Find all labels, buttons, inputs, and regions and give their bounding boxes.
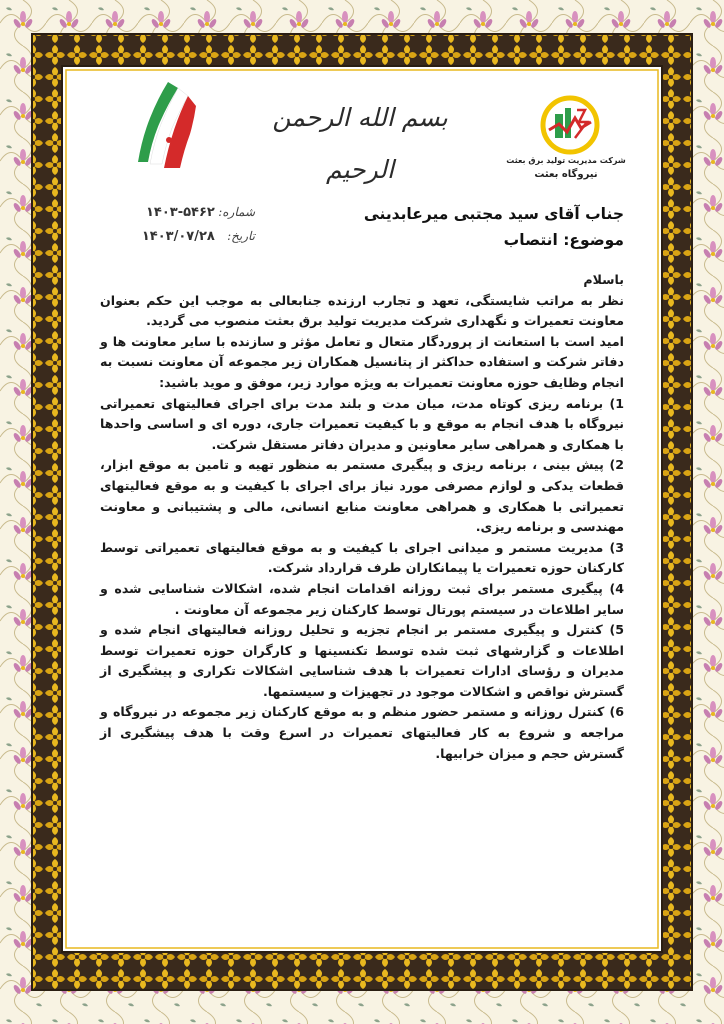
list-item-number: 3) [609,539,624,555]
recipient-line: جناب آقای سید مجتبی میرعابدینی [363,205,624,223]
date-label: تاریخ: [227,229,255,243]
list-item [100,620,624,702]
letter-number: ۱۴۰۳-۵۴۶۲ [145,205,215,220]
letter-date-row [125,224,255,248]
paragraph-duties-intro: امید است با استعانت از پروردگار متعال و تعامل مؤثر و سازنده با سایر معاونت ها و دفاتر شرکت و استفاده حداکثر از پتانسیل همکاران زیر مجموعه آن معاونت نسبت به انجام وظایف حوزه معاونت تعمیرات به ویژه موارد زیر، موفق و موید باشید: [100,333,624,390]
list-item-text: مدیریت مستمر و میدانی اجرای با کیفیت و به موقع فعالیتهای تعمیراتی توسط کارکنان حوزه تعمیرات یا پیمانکاران طرف قرارداد شرکت. [100,539,624,576]
list-item [100,702,624,764]
plant-name: نیروگاه بعثت [534,169,598,180]
letter-body [100,270,624,764]
basmala-heading: بسم الله الرحمن الرحیم [272,103,448,184]
list-item-number: 4) [609,580,624,596]
flag-ribbon-logo [128,78,198,188]
number-label: شماره: [218,205,255,219]
list-item-text: پیش بینی ، برنامه ریزی و پیگیری مستمر به منظور تهیه و تامین به موقع ابزار، قطعات یدکی و لوازم مصرفی مورد نیاز برای اجرای با کیفیت و به موقع فعالیتهای تعمیراتی با همکاری و همراهی معاونت منابع انسانی، مالی و پشتیبانی و معاونت مهندسی و برنامه ریزی. [100,457,624,535]
paragraph-appointment: نظر به مراتب شایستگی، تعهد و تجارب ارزنده جنابعالی به موجب این حکم بعنوان معاونت تعمیرات و نگهداری شرکت مدیریت تولید برق بعثت منصوب می گردید. [100,292,624,329]
list-item-number: 1) [609,395,624,411]
list-item-number: 2) [609,457,624,473]
list-item-text: پیگیری مستمر برای ثبت روزانه اقدامات انجام شده، اشکالات شناسایی شده و سایر اطلاعات در سیستم پورتال توسط کارکنان زیر مجموعه آن معاونت . [100,580,624,617]
list-item-number: 5) [609,622,624,638]
list-item [100,579,624,620]
letter-number-row [125,200,255,224]
list-item-number: 6) [609,704,625,720]
subject-line: موضوع: انتصاب [503,231,624,249]
power-plant-logo [515,94,625,156]
list-item-text: کنترل و پیگیری مستمر بر انجام تجزیه و تحلیل روزانه فعالیتهای انجام شده و اطلاعات و گزارشهای ثبت شده توسط تکنسینها و کارگران حوزه تعمیرات توسط مدیران و رؤسای ادارات تعمیرات با هدف شناسایی اشکالات تکراری و پیشگیری از گسترش نواقص و اشکالات موجود در تجهیزات و سیستمها. [100,622,624,699]
list-item [100,455,624,537]
list-item-text: کنترل روزانه و مستمر حضور منظم و به موقع کارکنان زیر مجموعه در نیروگاه و مراجعه و شروع به کار فعالیتهای تعمیرات در اسرع وقت با هدف پیشگیری از گسترش حجم و میزان خرابیها. [100,704,624,761]
list-item [100,394,624,456]
list-item [100,538,624,579]
list-item-text: برنامه ریزی کوتاه مدت، میان مدت و بلند مدت برای اجرای فعالیتهای تعمیراتی نیروگاه با هدف انجام به موقع و با کیفیت تعمیرات جاری، دوره ای و اساسی واحدها با همکاری و همراهی سایر معاونین و مدیران دفاتر مستقل شرکت. [100,395,624,452]
letter-date: ۱۴۰۳/۰۷/۲۸ [141,229,215,244]
greeting: باسلام [583,272,624,287]
company-name: شرکت مدیریت تولید برق بعثت [506,156,626,165]
letter-meta [125,200,255,248]
